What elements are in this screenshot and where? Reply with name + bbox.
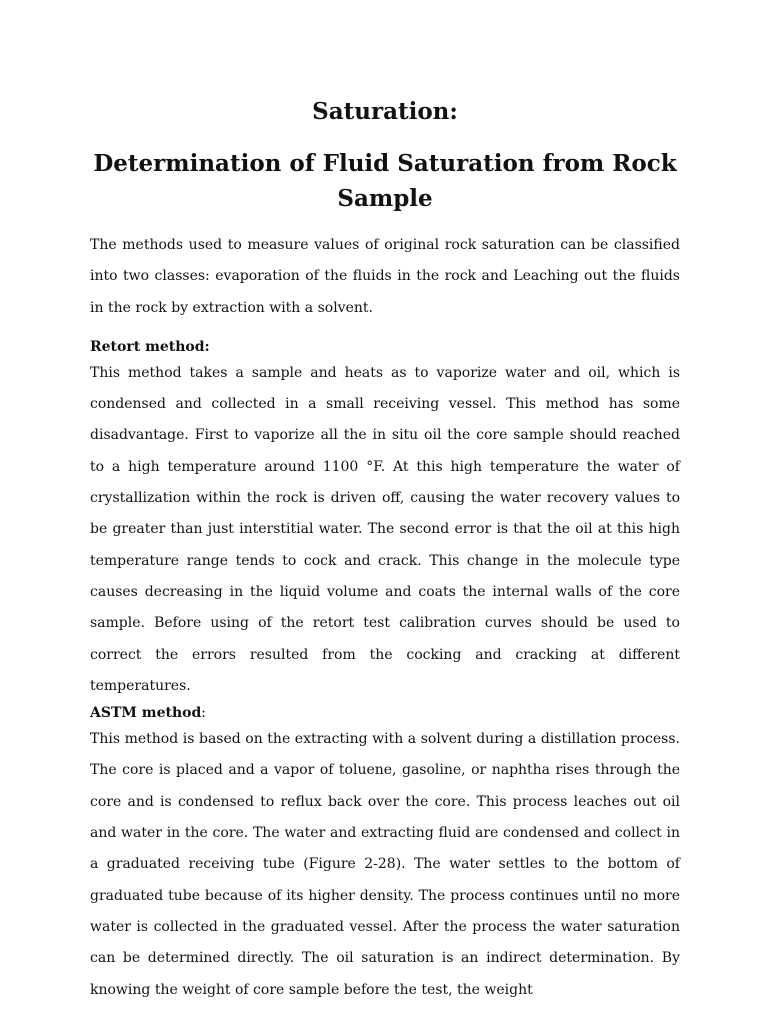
- intro-paragraph: The methods used to measure values of original rock saturation can be classified into two classes: evaporation of the fluids in the rock and Leaching out the fluids in the rock by extraction with a solvent.: [90, 237, 680, 316]
- retort-method-heading-text: Retort method:: [90, 338, 210, 355]
- astm-method-paragraph: This method is based on the extracting with a solvent during a distillation process. The core is placed and a vapor of toluene, gasoline, or naphtha rises through the core and is condensed to reflux back over the core. This process leaches out oil and water in the core. The water and extracting fluid are condensed and collect in a graduated receiving tube (Figure 2-28). The water settles to the bottom of graduated tube because of its higher density. The process continues until no more water is collected in the graduated vessel. After the process the water saturation can be determined directly. The oil saturation is an indirect determination. By knowing the weight of core sample before the test, the weight: [90, 731, 680, 998]
- astm-method-heading-colon: :: [201, 705, 206, 722]
- astm-method-heading: [90, 702, 680, 724]
- retort-method-paragraph: This method takes a sample and heats as to vaporize water and oil, which is condensed and collected in a small receiving vessel. This method has some disadvantage. First to vaporize all the in situ oil the core sample should reached to a high temperature around 1100 °F. At this high temperature the water of crystallization within the rock is driven off, causing the water recovery values to be greater than just interstitial water. The second error is that the oil at this high temperature range tends to cock and crack. This change in the molecule type causes decreasing in the liquid volume and coats the internal walls of the core sample. Before using of the retort test calibration curves should be used to correct the errors resulted from the cocking and cracking at different temperatures.: [90, 364, 680, 694]
- retort-method-heading: [90, 336, 680, 358]
- page-title: Saturation:: [312, 98, 458, 125]
- page-subtitle: Determination of Fluid Saturation from Rock Sample: [93, 150, 677, 212]
- astm-method-heading-text: ASTM method: [90, 705, 202, 722]
- document-page: [90, 96, 680, 1006]
